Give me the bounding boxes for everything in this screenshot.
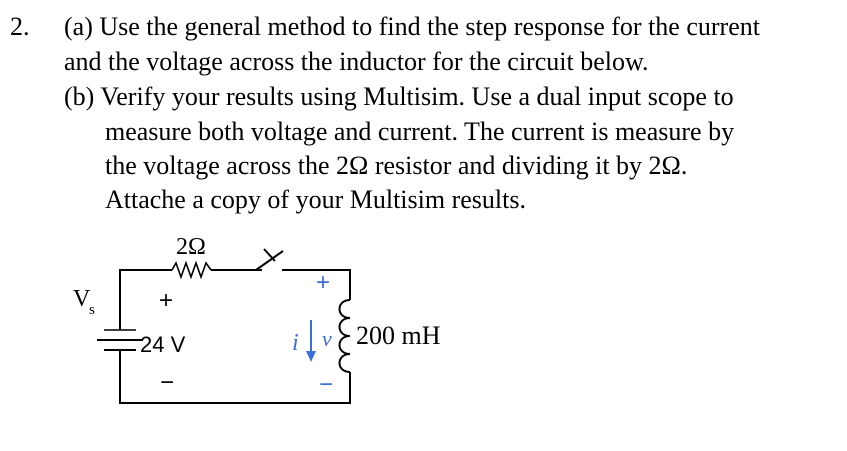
problem-number: 2. <box>10 12 30 41</box>
current-label: i <box>292 330 299 356</box>
inductor-symbol <box>340 300 351 372</box>
resistor-symbol <box>172 263 211 277</box>
source-minus-label: − <box>160 369 175 396</box>
wire-bottom <box>120 360 350 403</box>
problem-text-line-3: (b) Verify your results using Multisim. Use a dual input scope to <box>64 82 734 111</box>
voltage-label: v <box>322 326 332 351</box>
resistor-label: 2Ω <box>176 234 206 260</box>
problem-text-line-1: (a) Use the general method to find the step response for the current <box>64 12 760 41</box>
inductor-minus-label: − <box>319 371 334 398</box>
problem-text-line-4: measure both voltage and current. The current is measure by <box>105 117 735 146</box>
inductor-plus-label: + <box>316 269 331 296</box>
problem-text-line-6: Attache a copy of your Multisim results. <box>105 185 526 214</box>
current-arrow-head <box>306 351 316 362</box>
problem-text-line-2: and the voltage across the inductor for the circuit below. <box>64 47 649 76</box>
problem-text-line-5: the voltage across the 2Ω resistor and dividing it by 2Ω. <box>105 151 688 180</box>
switch-arm-arrow <box>264 249 275 261</box>
source-subscript: s <box>89 302 95 318</box>
inductor-value-label: 200 mH <box>356 321 441 350</box>
source-label: V <box>73 286 91 312</box>
source-plus-label: + <box>159 287 174 314</box>
source-value-label: 24 V <box>140 332 186 357</box>
